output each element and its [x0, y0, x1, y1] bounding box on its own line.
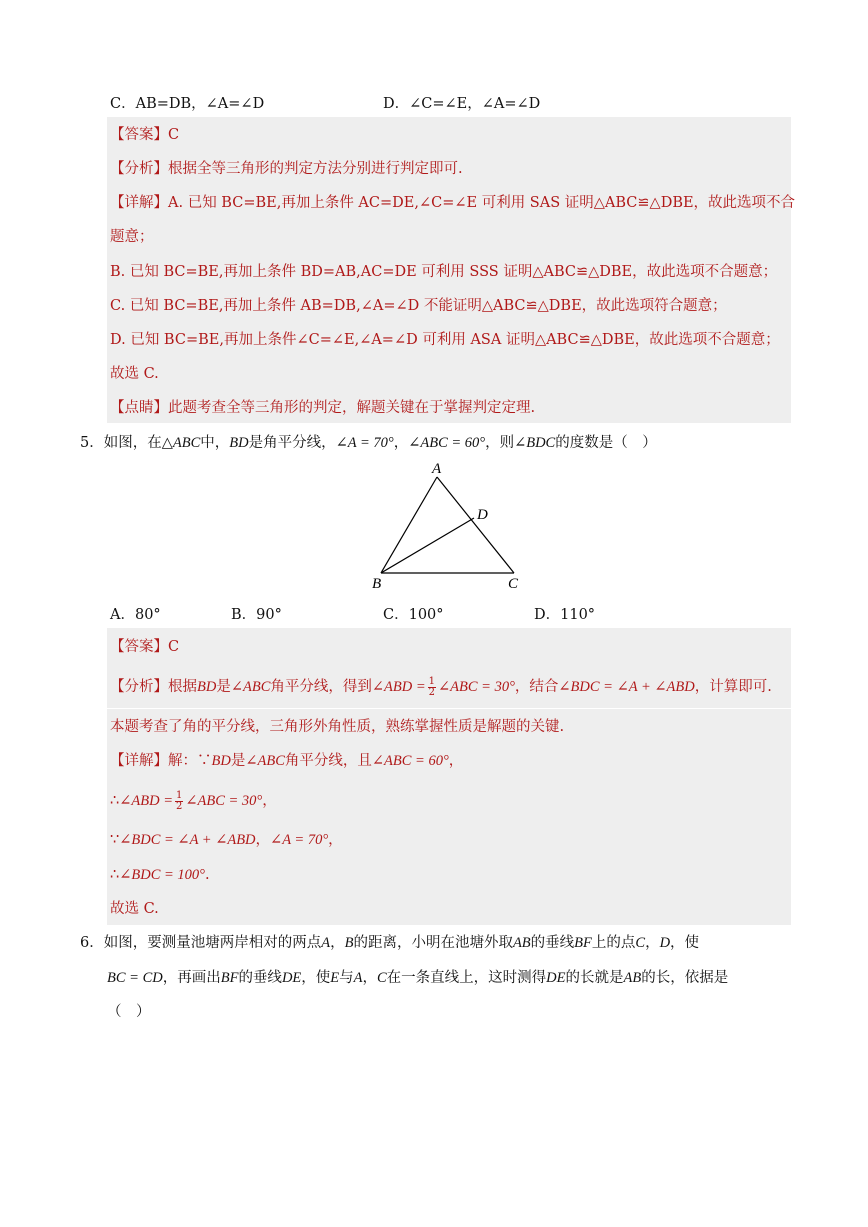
- detail-math: ∠ABC = 30°: [185, 793, 263, 809]
- label-a: A: [432, 461, 442, 477]
- q5-divider: [107, 708, 791, 709]
- q4-option-d: D．∠C=∠E，∠A=∠D: [383, 96, 541, 112]
- stem-text: 的长，依据是: [641, 970, 729, 986]
- stem-text: 的度数是（ ）: [555, 435, 657, 451]
- q4-detail-b: B. 已知 BC=BE,再加上条件 BD=AB,AC=DE 可利用 SSS 证明△ABC≌△DBE，故此选项不合题意；: [110, 264, 778, 280]
- fraction-denominator: 2: [175, 800, 183, 812]
- stem-math: C: [377, 970, 387, 986]
- stem-math: C: [635, 935, 646, 951]
- q4-conclusion: 故选 C.: [110, 366, 159, 382]
- detail-text: ∴: [110, 867, 120, 883]
- stem-text: 是角平分线，: [248, 435, 336, 451]
- stem-text: ，: [330, 935, 345, 951]
- q5-answer: [110, 636, 179, 658]
- stem-math: ∠A = 70°: [335, 435, 394, 451]
- q5-detail-line3: [110, 829, 343, 851]
- detail-math: ∠ABC = 60°: [371, 753, 449, 769]
- analysis-text: 根据: [168, 679, 197, 695]
- analysis-label: 【分析】: [110, 679, 168, 695]
- detail-math: ∠A = 70°: [270, 832, 329, 848]
- stem-math: BF: [574, 935, 592, 951]
- stem-text: ，使: [301, 970, 331, 986]
- stem-text: ，使: [670, 935, 700, 951]
- analysis-text: ，计算即可.: [694, 679, 772, 695]
- detail-label: 【详解】: [110, 753, 168, 769]
- analysis-math: ∠ABC = 30°: [438, 679, 515, 695]
- q5-option-d: D．110°: [534, 607, 596, 623]
- label-c: C: [508, 576, 519, 592]
- fraction-numerator: 1: [175, 789, 183, 801]
- answer-label: 【答案】: [110, 639, 168, 655]
- stem-math: BF: [220, 970, 239, 986]
- q6-stem-line3: （ ）: [107, 1004, 151, 1020]
- stem-text: ，: [645, 935, 660, 951]
- stem-text: 与: [339, 970, 354, 986]
- q5-analysis-line2: 本题考查了角的平分线，三角形外角性质，熟练掌握性质是解题的关键.: [110, 719, 565, 735]
- analysis-text: ，结合: [514, 679, 559, 695]
- q4-analysis: [110, 158, 463, 180]
- q5-conclusion: 故选 C.: [110, 901, 159, 917]
- q4-detail-d: D. 已知 BC=BE,再加上条件∠C=∠E,∠A=∠D 可利用 ASA 证明△ABC≌△DBE，故此选项不合题意；: [110, 332, 780, 348]
- q6-stem-line1: [80, 932, 699, 954]
- q5-analysis: [110, 676, 772, 698]
- stem-text: 的垂线: [238, 970, 282, 986]
- stem-math: D: [659, 935, 671, 951]
- stem-text: ，: [393, 435, 409, 451]
- detail-text: .: [204, 867, 210, 883]
- stem-text: 的距离，小明在池塘外取: [353, 935, 513, 951]
- q4-detail-a-line1: [110, 192, 795, 214]
- q5-option-b: B．90°: [231, 607, 282, 623]
- detail-a-text: A. 已知 BC=BE,再加上条件 AC=DE,∠C=∠E 可利用 SAS 证明△ABC≌△DBE，故此选项不合: [168, 195, 796, 211]
- stem-math: B: [344, 935, 354, 951]
- stem-text: 的长就是: [565, 970, 624, 986]
- detail-text: 是: [230, 753, 246, 769]
- q4-comment: [110, 397, 535, 419]
- detail-math: ∠ABC: [245, 753, 285, 769]
- stem-math: ∠BDC: [514, 435, 556, 451]
- stem-text: ，则: [485, 435, 515, 451]
- q5-stem: [80, 432, 657, 454]
- comment-label: 【点睛】: [110, 400, 168, 416]
- detail-label: 【详解】: [110, 195, 168, 211]
- stem-math: DE: [546, 970, 566, 986]
- detail-text: ，: [448, 753, 464, 769]
- detail-text: ，: [328, 832, 343, 848]
- stem-text: 上的点: [591, 935, 636, 951]
- detail-text: ，: [262, 793, 277, 809]
- q4-answer: [110, 124, 179, 146]
- stem-math: A: [321, 935, 331, 951]
- analysis-text: 角平分线，得到: [270, 679, 372, 695]
- fraction-denominator: 2: [428, 686, 436, 698]
- detail-text: ∴: [110, 793, 120, 809]
- answer-value: C: [168, 639, 180, 655]
- stem-math: AB: [623, 970, 642, 986]
- stem-math: A: [353, 970, 363, 986]
- q4-detail-c: C. 已知 BC=BE,再加上条件 AB=DB,∠A=∠D 不能证明△ABC≌△DBE，故此选项符合题意；: [110, 298, 727, 314]
- q5-option-c: C．100°: [383, 607, 444, 623]
- stem-text: ，再画出: [162, 970, 221, 986]
- q5-detail-line2: [110, 790, 277, 812]
- stem-text: 5．如图，在△: [80, 435, 173, 451]
- q5-detail-line4: [110, 864, 210, 886]
- stem-text: ，: [362, 970, 377, 986]
- analysis-text: 是: [216, 679, 231, 695]
- fraction-half: [428, 677, 436, 698]
- label-d: D: [477, 507, 488, 523]
- answer-label: 【答案】: [110, 127, 168, 143]
- analysis-math: ∠BDC = ∠A + ∠ABD: [558, 679, 695, 695]
- detail-text: 解：∵: [168, 753, 212, 769]
- q4-detail-a-line2: 题意；: [110, 229, 154, 245]
- label-b: B: [372, 576, 382, 592]
- analysis-math: BD: [197, 679, 217, 695]
- stem-math: BD: [229, 435, 249, 451]
- analysis-label: 【分析】: [110, 161, 168, 177]
- comment-text: 此题考查全等三角形的判定，解题关键在于掌握判定定理.: [168, 400, 536, 416]
- detail-text: ，: [255, 832, 271, 848]
- stem-math: E: [330, 970, 340, 986]
- side-ac: [437, 477, 514, 573]
- detail-text: ∵: [110, 832, 120, 848]
- side-ab: [381, 477, 437, 573]
- answer-value: C: [168, 127, 180, 143]
- stem-text: 在一条直线上，这时测得: [386, 970, 547, 986]
- stem-math: DE: [281, 970, 302, 986]
- stem-math: AB: [512, 935, 531, 951]
- stem-math: ABC: [172, 435, 201, 451]
- fraction-half: [175, 791, 183, 812]
- analysis-math: ∠ABD =: [371, 679, 426, 695]
- stem-math: ∠ABC = 60°: [408, 435, 486, 451]
- q5-solution-box: [107, 628, 791, 925]
- detail-math: ∠BDC = 100°: [119, 867, 205, 883]
- segment-bd: [381, 518, 474, 573]
- analysis-text: 根据全等三角形的判定方法分别进行判定即可.: [168, 161, 463, 177]
- stem-text: 的垂线: [530, 935, 575, 951]
- detail-math: ∠ABD =: [119, 793, 173, 809]
- q4-option-c: C．AB=DB，∠A=∠D: [110, 96, 265, 112]
- stem-text: 中，: [200, 435, 230, 451]
- stem-math: BC = CD: [107, 970, 163, 986]
- q5-detail-line1: [110, 750, 463, 772]
- q5-option-a: A．80°: [110, 607, 161, 623]
- detail-math: BD: [211, 753, 231, 769]
- detail-math: ∠BDC = ∠A + ∠ABD: [119, 832, 256, 848]
- stem-text: 6．如图，要测量池塘两岸相对的两点: [80, 935, 322, 951]
- fraction-numerator: 1: [428, 675, 436, 687]
- triangle-figure: [370, 455, 530, 595]
- q6-stem-line2: [107, 967, 728, 989]
- analysis-math: ∠ABC: [230, 679, 271, 695]
- detail-text: 角平分线，且: [284, 753, 372, 769]
